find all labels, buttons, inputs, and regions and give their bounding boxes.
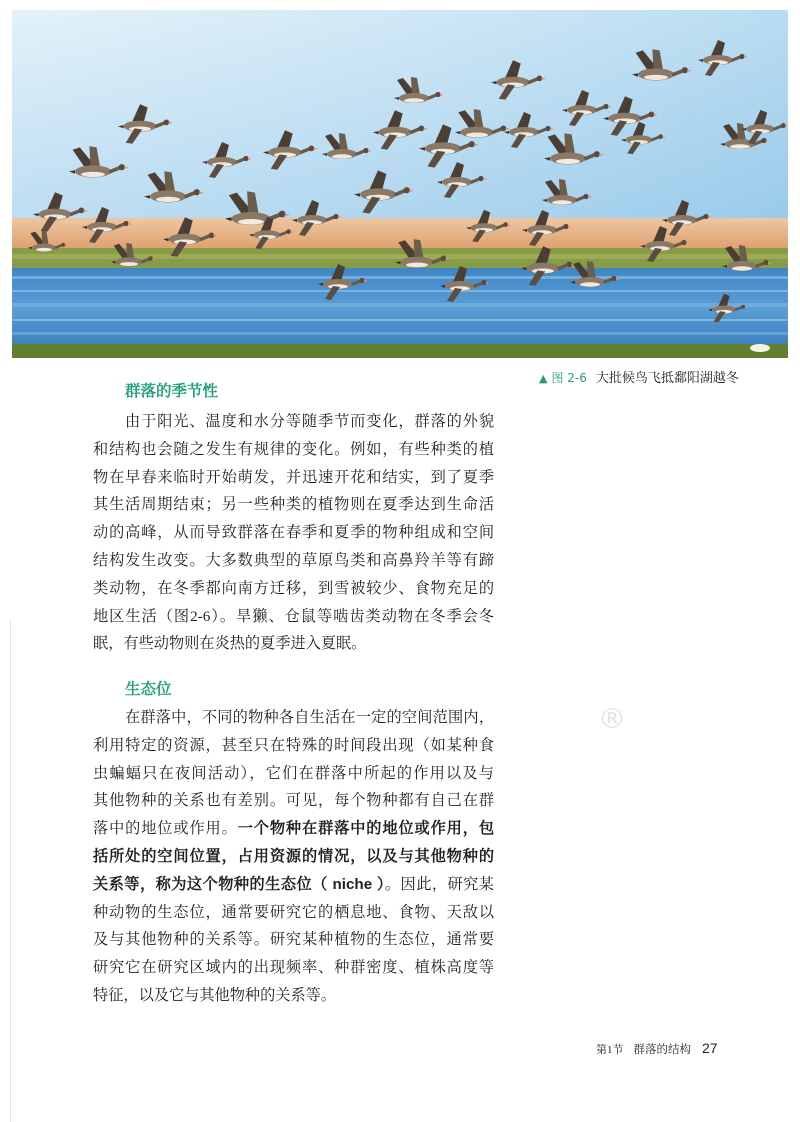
paragraph-niche bbox=[93, 704, 494, 1010]
body-line bbox=[93, 787, 494, 815]
body-line bbox=[93, 732, 494, 760]
body-line bbox=[93, 871, 494, 899]
body-text: 虫蝙蝠只在夜间活动），它们在群落中所起的作用以及与 bbox=[93, 764, 494, 782]
body-line bbox=[93, 815, 494, 843]
body-line bbox=[93, 982, 494, 1010]
emphasis-text: 一个物种在群落中的地位或作用，包 bbox=[237, 820, 495, 838]
section-heading-seasonality: 群落的季节性 bbox=[125, 382, 219, 400]
body-text: 其他物种的关系也有差别。可见，每个物种都有自己在群 bbox=[93, 792, 494, 810]
body-line: 动的高峰，从而导致群落在春季和夏季的物种组成和空间 bbox=[93, 524, 494, 542]
page-edge-line bbox=[10, 620, 11, 1122]
body-text: 研究它在研究区域内的出现频率、种群密度、植株高度等 bbox=[93, 959, 494, 977]
text-column bbox=[93, 378, 494, 1010]
body-line bbox=[93, 704, 494, 732]
body-line: 和结构也会随之发生有规律的变化。例如，有些种类的植 bbox=[93, 440, 494, 458]
figure-number: 图 2-6 bbox=[551, 371, 587, 385]
foreground-grass bbox=[12, 344, 788, 358]
body-line: 地区生活（图2-6）。旱獭、仓鼠等啮齿类动物在冬季会冬 bbox=[93, 607, 494, 625]
body-text: 落中的地位或作用。 bbox=[93, 820, 238, 838]
body-text: 种动物的生态位，通常要研究它的栖息地、食物、天敌以 bbox=[93, 903, 494, 921]
body-line bbox=[93, 926, 494, 954]
body-line: 结构发生改变。大多数典型的草原鸟类和高鼻羚羊等有蹄 bbox=[93, 552, 494, 570]
body-line: 眠，有些动物则在炎热的夏季进入夏眠。 bbox=[93, 635, 367, 653]
emphasis-text: 关系等，称为这个物种的生态位（ niche ） bbox=[93, 875, 385, 893]
body-text: 。因此，研究某 bbox=[384, 875, 494, 893]
body-text: 在群落中，不同的物种各自生活在一定的空间范围内， bbox=[125, 709, 494, 727]
lake-birds-photo bbox=[12, 10, 788, 358]
emphasis-text: 括所处的空间位置，占用资源的情况，以及与其他物种的 bbox=[93, 848, 494, 866]
section-heading-niche: 生态位 bbox=[125, 680, 172, 699]
body-text: 利用特定的资源，甚至只在特殊的时间段出现（如某种食 bbox=[93, 736, 494, 754]
body-line bbox=[93, 954, 494, 982]
body-line: 由于阳光、温度和水分等随季节而变化，群落的外貌 bbox=[125, 413, 494, 431]
paragraph-seasonality bbox=[93, 408, 494, 658]
body-line bbox=[93, 899, 494, 927]
footer-chapter-title: 群落的结构 bbox=[633, 1044, 691, 1056]
page-number: 27 bbox=[702, 1040, 718, 1056]
body-line bbox=[93, 760, 494, 788]
white-bird bbox=[750, 344, 770, 352]
body-line: 物在早春来临时开始萌发，并迅速开花和结实，到了夏季 bbox=[93, 468, 494, 486]
lake-water bbox=[12, 268, 788, 348]
body-line: 其生活周期结束；另一些种类的植物则在夏季达到生命活 bbox=[93, 496, 494, 514]
body-text: 及与其他物种的关系等。研究某种植物的生态位，通常要 bbox=[93, 931, 494, 949]
body-line: 类动物，在冬季都向南方迁移，到雪被较少、食物充足的 bbox=[93, 579, 494, 597]
footer-section-label: 第1节 bbox=[596, 1044, 624, 1056]
body-text: 特征，以及它与其他物种的关系等。 bbox=[93, 987, 336, 1005]
caption-text: 大批候鸟飞抵鄱阳湖越冬 bbox=[595, 371, 739, 386]
lake-birds-illustration bbox=[12, 10, 788, 358]
figure-caption bbox=[539, 369, 739, 388]
watermark-registered-mark: ® bbox=[598, 702, 626, 735]
page-footer bbox=[596, 1040, 718, 1057]
caption-triangle-icon: ▲ bbox=[539, 372, 548, 385]
body-line bbox=[93, 843, 494, 871]
